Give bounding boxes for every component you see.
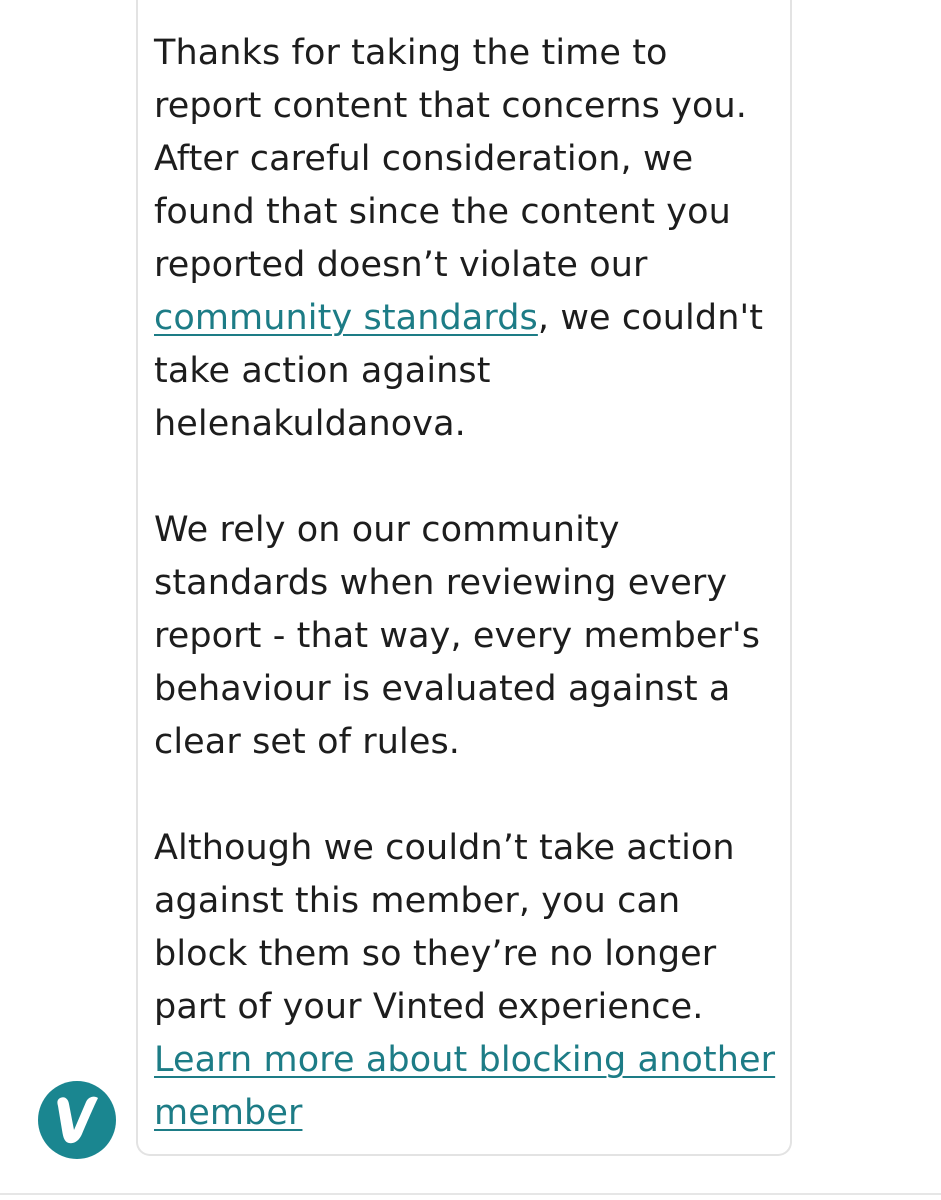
paragraph-1-text-before-link: Thanks for taking the time to report content that concerns you. After careful consideration, we found that since the content you reported doesn’t violate our bbox=[154, 33, 748, 285]
community-standards-link[interactable]: community standards bbox=[154, 298, 538, 338]
paragraph-3-text: Although we couldn’t take action against this member, you can block them so they’re no longer part of your Vinted experience. bbox=[154, 828, 735, 1027]
message-paragraph-2: We rely on our community standards when reviewing every report - that way, every member's behaviour is evaluated against a clear set of rules. bbox=[154, 510, 761, 762]
message-paragraph-3 bbox=[154, 822, 784, 1140]
message-text bbox=[154, 27, 784, 1140]
message-paragraph-1 bbox=[154, 27, 784, 451]
learn-more-blocking-link[interactable]: Learn more about blocking another member bbox=[154, 1040, 776, 1133]
bottom-divider bbox=[0, 1193, 941, 1195]
vinted-logo-icon bbox=[52, 1092, 102, 1148]
paragraph-1-text-after-link: , we couldn't take action against helenakuldanova. bbox=[154, 298, 764, 444]
sender-avatar[interactable] bbox=[38, 1081, 116, 1159]
